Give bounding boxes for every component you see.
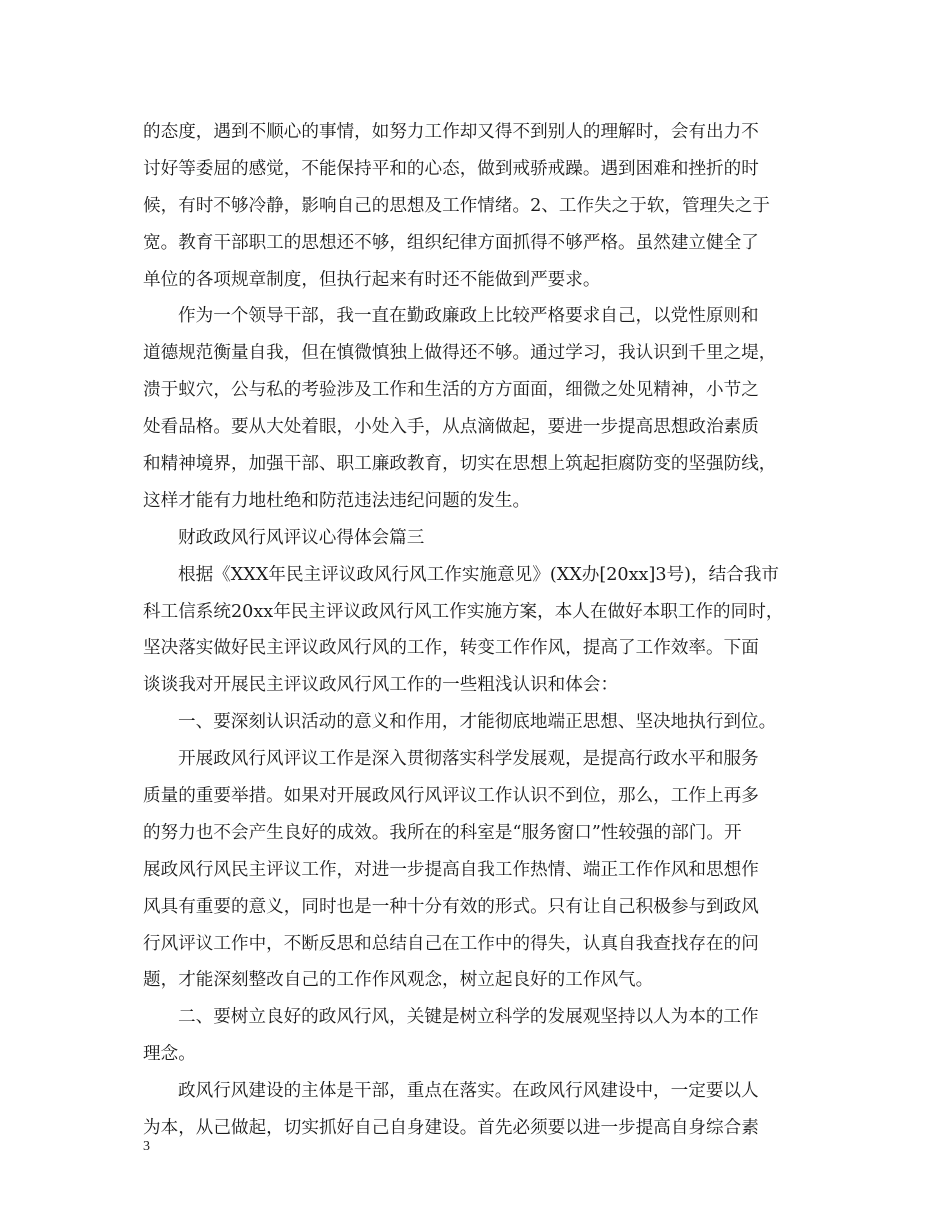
text-line: 风具有重要的意义，同时也是一种十分有效的形式。只有让自己积极参与到政风 <box>143 896 759 917</box>
text-line: 处看品格。要从大处着眼，小处入手，从点滴做起，要进一步提高思想政治素质 <box>143 417 759 438</box>
text-line: 的努力也不会产生良好的成效。我所在的科室是“服务窗口”性较强的部门。开 <box>143 822 742 843</box>
text-line: 一、要深刻认识活动的意义和作用，才能彻底地端正思想、坚决地执行到位。 <box>178 712 777 733</box>
text-line: 展政风行风民主评议工作，对进一步提高自我工作热情、端正工作作风和思想作 <box>143 859 759 880</box>
text-line: 开展政风行风评议工作是深入贯彻落实科学发展观，是提高行政水平和服务 <box>178 749 759 770</box>
text-line: 财政政风行风评议心得体会篇三 <box>178 527 425 548</box>
text-line: 这样才能有力地杜绝和防范违法违纪问题的发生。 <box>143 490 531 511</box>
text-line: 政风行风建设的主体是干部，重点在落实。在政风行风建设中，一定要以人 <box>178 1081 759 1102</box>
document-body <box>143 114 823 1147</box>
text-line: 道德规范衡量自我，但在慎微慎独上做得还不够。通过学习，我认识到千里之堤， <box>143 343 777 364</box>
text-line: 根据《XXX年民主评议政风行风工作实施意见》(XX办[20xx]3号)，结合我市 <box>178 564 779 585</box>
page-number: 3 <box>143 1139 150 1154</box>
text-line: 讨好等委屈的感觉，不能保持平和的心态，做到戒骄戒躁。遇到困难和挫折的时 <box>143 158 759 179</box>
text-line: 单位的各项规章制度，但执行起来有时还不能做到严要求。 <box>143 269 601 290</box>
text-line: 候，有时不够冷静，影响自己的思想及工作情绪。2、工作失之于软，管理失之于 <box>143 195 770 216</box>
text-line: 质量的重要举措。如果对开展政风行风评议工作认识不到位，那么，工作上再多 <box>143 786 759 807</box>
text-line: 坚决落实做好民主评议政风行风的工作，转变工作作风，提高了工作效率。下面 <box>143 638 759 659</box>
text-line: 为本，从己做起，切实抓好自己自身建设。首先必须要以进一步提高自身综合素 <box>143 1118 759 1139</box>
text-line: 题，才能深刻整改自己的工作作风观念，树立起良好的工作风气。 <box>143 970 654 991</box>
text-line: 行风评议工作中，不断反思和总结自己在工作中的得失，认真自我查找存在的问 <box>143 933 759 954</box>
text-line: 作为一个领导干部，我一直在勤政廉政上比较严格要求自己，以党性原则和 <box>178 306 759 327</box>
text-line: 科工信系统20xx年民主评议政风行风工作实施方案，本人在做好本职工作的同时， <box>143 601 784 622</box>
text-line: 和精神境界，加强干部、职工廉政教育，切实在思想上筑起拒腐防变的坚强防线， <box>143 454 777 475</box>
text-line: 的态度，遇到不顺心的事情，如努力工作却又得不到别人的理解时，会有出力不 <box>143 122 759 142</box>
text-line: 宽。教育干部职工的思想还不够，组织纪律方面抓得不够严格。虽然建立健全了 <box>143 232 759 253</box>
text-line: 谈谈我对开展民主评议政风行风工作的一些粗浅认识和体会： <box>143 675 619 696</box>
text-line: 二、要树立良好的政风行风，关键是树立科学的发展观坚持以人为本的工作 <box>178 1007 759 1028</box>
text-line: 溃于蚁穴，公与私的考验涉及工作和生活的方方面面，细微之处见精神，小节之 <box>143 380 759 401</box>
text-line: 理念。 <box>143 1044 196 1065</box>
